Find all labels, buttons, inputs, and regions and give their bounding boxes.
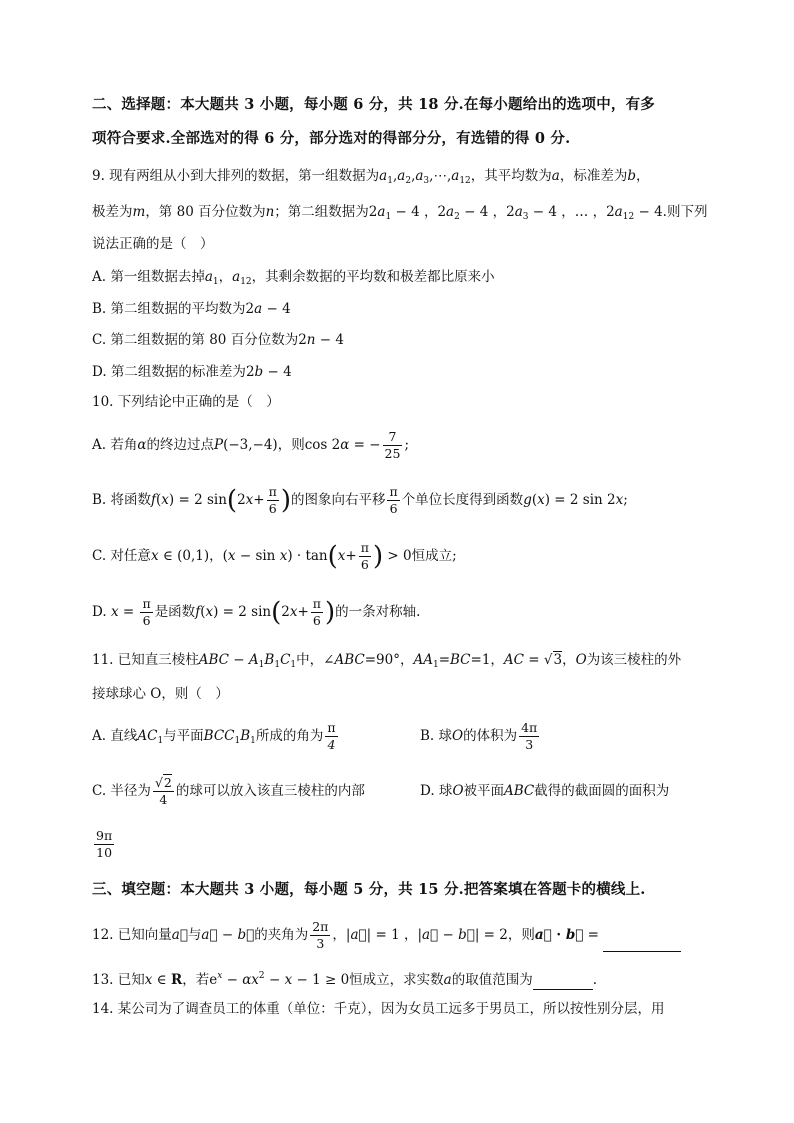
q10-option-d: D. x = $\frac{\pi}{6}$ 是函数f(x) = 2 sin(2x+ $\frac{\pi}{6}$ )的一条对称轴. bbox=[92, 596, 421, 628]
q11-option-b: B. 球O的体积为 $\frac{4\pi}{3}$ bbox=[420, 720, 538, 752]
q11-option-c: C. 半径为 $\frac{√2}{4}$ 的球可以放入该直三棱柱的内部 bbox=[92, 775, 365, 807]
q9-option-b: B. 第二组数据的平均数为2a − 4 bbox=[92, 301, 291, 317]
q11-option-d: D. 球O被平面ABC截得的截面圆的面积为 bbox=[420, 783, 670, 799]
q9-stem-line1: 9. 现有两组从小到大排列的数据，第一组数据为$a_1,a_2,a_3,\cdots,a_{12}$，其平均数为a，标准差为b， bbox=[92, 168, 650, 186]
q11-stem-line2: 接球球心 O，则（ ） bbox=[92, 686, 229, 702]
q13-text: 13. 已知x ∈ R，若$e^x - \alpha x^2 - x - 1 \ge 0$恒成立，求实数a的取值范围为 . bbox=[92, 971, 598, 988]
q10-option-c: C. 对任意x ∈ (0,1)，(x − sin x) · tan(x+ $\frac{\pi}{6}$ ) > 0恒成立; bbox=[92, 540, 457, 572]
q9-option-a: A. 第一组数据去掉$a_1$，$a_{12}$，其剩余数据的平均数和极差都比原来小 bbox=[92, 269, 495, 287]
q13-answer-blank[interactable] bbox=[533, 976, 593, 990]
q12-text: 12. 已知向量a⃗与a⃗ − b⃗的夹角为 $\frac{2\pi}{3}$ ，|a⃗| = 1 ，|a⃗ − b⃗| = 2，则a⃗ · b⃗ = bbox=[92, 918, 681, 952]
q9-stem-line2: 极差为m，第 80 百分位数为n；第二组数据为$2a_1 - 4$ ，$2a_2 - 4$ ，$2a_3 - 4$ ，… ，$2a_{12} - 4$.则下列 bbox=[92, 204, 708, 222]
q11-option-d-answer: $\frac{9\pi}{10}$ bbox=[96, 828, 113, 860]
q11-stem-line1: 11. 已知直三棱柱ABC − $A_1B_1C_1$中，∠ABC=90°，$AA_1=BC=1$，AC = √3，O为该三棱柱的外 bbox=[92, 652, 682, 670]
q9-stem-line3: 说法正确的是（ ） bbox=[92, 236, 214, 252]
q10-option-b: B. 将函数f(x) = 2 sin(2x+ $\frac{\pi}{6}$ )的图象向右平移 $\frac{\pi}{6}$ 个单位长度得到函数g(x) = 2 sin 2x; bbox=[92, 484, 628, 516]
q14-text: 14. 某公司为了调查员工的体重（单位：千克），因为女员工远多于男员工，所以按性别分层，用 bbox=[92, 1001, 665, 1017]
q9-option-c: C. 第二组数据的第 80 百分位数为2n − 4 bbox=[92, 332, 344, 348]
section2-heading-line2: 项符合要求.全部选对的得 6 分，部分选对的得部分分，有选错的得 0 分. bbox=[92, 130, 571, 147]
section3-heading: 三、填空题：本大题共 3 小题，每小题 5 分，共 15 分.把答案填在答题卡的横线上. bbox=[92, 881, 646, 898]
q11-option-a: A. 直线$AC_1$与平面$BCC_1B_1$所成的角为 $\frac{\pi}{4}$ bbox=[92, 720, 336, 752]
q10-stem: 10. 下列结论中正确的是（ ） bbox=[92, 394, 280, 410]
section2-heading-line1: 二、选择题：本大题共 3 小题，每小题 6 分，共 18 分.在每小题给出的选项中，有多 bbox=[92, 96, 655, 113]
q9-option-d: D. 第二组数据的标准差为2b − 4 bbox=[92, 364, 292, 380]
q10-option-a: A. 若角α的终边过点P(−3,−4)，则cos 2α = − $\frac{7}{25}$ ; bbox=[92, 429, 410, 461]
q12-answer-blank[interactable] bbox=[603, 938, 681, 952]
